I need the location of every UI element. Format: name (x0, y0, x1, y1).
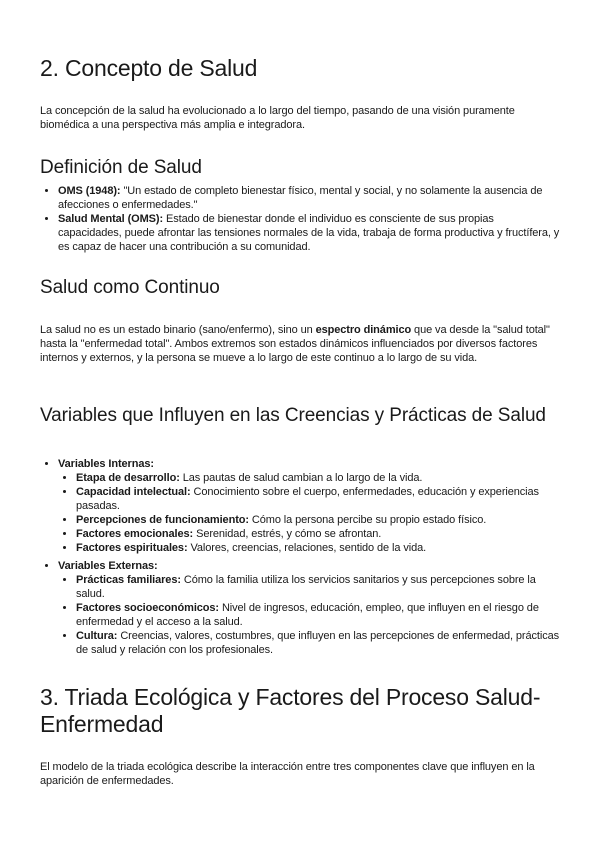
list-item: • Cultura: Creencias, valores, costumbres, que influyen en las percepciones de enfermedad, prácticas de salud y relación con los profesionales. (76, 629, 560, 657)
continuo-title: Salud como Continuo (40, 277, 220, 298)
internas-list (58, 471, 560, 555)
list-item: • Prácticas familiares: Cómo la familia utiliza los servicios sanitarios y sus percepciones sobre la salud. (76, 573, 560, 601)
continuo-paragraph: La salud no es un estado binario (sano/enfermo), sino un espectro dinámico que va desde la "salud total" hasta la "enfermedad total". Ambos extremos son estados dinámicos influenciados por diversos factores internos y externos, y la persona se mueve a lo largo de este continuo a lo largo de su vida. (40, 324, 550, 364)
list-item: • Factores espirituales: Valores, creencias, relaciones, sentido de la vida. (76, 541, 560, 555)
section-3-title: 3. Triada Ecológica y Factores del Proceso Salud-Enfermedad (40, 684, 541, 737)
variables-title: Variables que Influyen en las Creencias y Prácticas de Salud (40, 405, 546, 426)
list-item (58, 457, 560, 555)
section-3-intro: El modelo de la triada ecológica describe la interacción entre tres componentes clave que influyen en la aparición de enfermedades. (40, 761, 535, 787)
section-2-title: 2. Concepto de Salud (40, 55, 258, 81)
variables-list (40, 457, 560, 657)
definicion-title: Definición de Salud (40, 157, 202, 178)
externas-label: Variables Externas: (58, 560, 158, 572)
list-item: • Salud Mental (OMS): Estado de bienestar donde el individuo es consciente de sus propias capacidades, puede afrontar las tensiones normales de la vida, trabaja de forma productiva y fructífera, y es capaz de hacer una contribución a su comunidad. (58, 212, 560, 254)
internas-label: Variables Internas: (58, 458, 154, 470)
section-2-intro: La concepción de la salud ha evolucionado a lo largo del tiempo, pasando de una visión puramente biomédica a una perspectiva más amplia e integradora. (40, 105, 515, 131)
list-item: • Etapa de desarrollo: Las pautas de salud cambian a lo largo de la vida. (76, 471, 560, 485)
externas-list (58, 573, 560, 657)
list-item: • OMS (1948): "Un estado de completo bienestar físico, mental y social, y no solamente la ausencia de afecciones o enfermedades." (58, 184, 560, 212)
list-item: • Factores emocionales: Serenidad, estrés, y cómo se afrontan. (76, 527, 560, 541)
list-item (58, 559, 560, 657)
list-item: • Factores socioeconómicos: Nivel de ingresos, educación, empleo, que influyen en el riesgo de enfermedad y el acceso a la salud. (76, 601, 560, 629)
list-item: • Percepciones de funcionamiento: Cómo la persona percibe su propio estado físico. (76, 513, 560, 527)
list-item: • Capacidad intelectual: Conocimiento sobre el cuerpo, enfermedades, educación y experiencias pasadas. (76, 485, 560, 513)
definicion-list (40, 184, 560, 254)
